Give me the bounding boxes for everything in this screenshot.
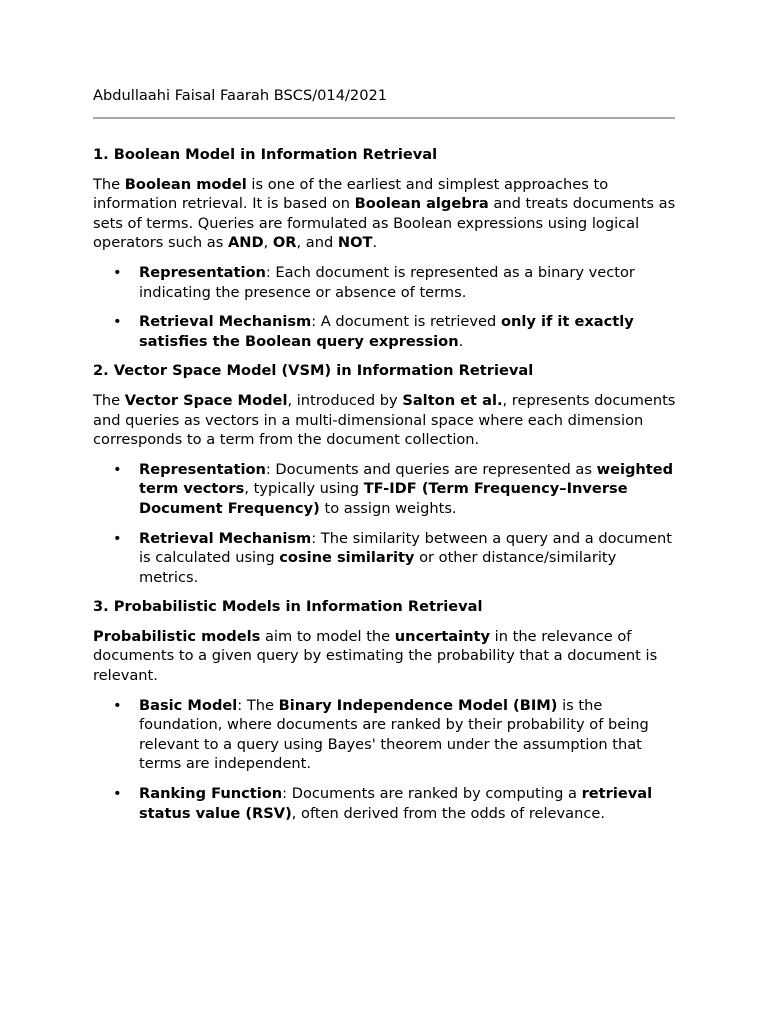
text-run: , often derived from the odds of relevance. — [291, 804, 606, 822]
list-item — [93, 784, 677, 823]
bold-text: Vector Space Model — [124, 391, 288, 409]
bold-text: Representation — [139, 263, 266, 281]
bold-text: Representation — [139, 460, 266, 478]
text-run: The — [93, 391, 125, 409]
text-run: : Documents are ranked by computing a — [282, 785, 582, 803]
bold-text: retrieval status value (RSV) — [139, 785, 653, 822]
text-run: : A document is retrieved — [311, 313, 501, 331]
section-intro — [93, 175, 677, 253]
bullet-list — [93, 696, 677, 824]
document-body — [93, 86, 677, 833]
bold-text: Boolean algebra — [354, 195, 489, 213]
bold-text: Retrieval Mechanism — [139, 313, 312, 331]
text-run: , and — [296, 234, 338, 252]
text-run: : Each document is represented as a binary vector indicating the presence or absence of terms. — [139, 263, 635, 301]
text-run: , represents documents and queries as vectors in a multi-dimensional space where each dimension corresponds to a term from the document collection. — [93, 391, 676, 449]
section-boolean-model — [93, 145, 677, 351]
text-run: , typically using — [244, 480, 364, 498]
bold-text: uncertainty — [394, 627, 491, 645]
bullet-icon: • — [113, 785, 122, 803]
bold-text: Boolean model — [124, 175, 247, 193]
text-run: . — [372, 234, 378, 252]
list-item-text — [139, 785, 652, 822]
list-item-text — [139, 264, 635, 301]
bullet-icon: • — [113, 313, 122, 331]
list-item-text — [139, 313, 634, 350]
text-run: to assign weights. — [319, 499, 457, 517]
bold-text: only if it exactly satisfies the Boolean query expression — [139, 313, 634, 350]
list-item — [93, 460, 677, 519]
bold-text: cosine similarity — [279, 549, 415, 567]
section-intro — [93, 391, 677, 450]
bullet-icon: • — [113, 263, 122, 281]
text-run: in the relevance of documents to a given query by estimating the probability that a document is relevant. — [93, 627, 658, 685]
text-run: : Documents and queries are represented as — [265, 460, 597, 478]
list-item-text — [139, 461, 673, 517]
text-run: aim to model the — [260, 627, 395, 645]
bold-text: NOT — [337, 234, 373, 252]
bold-text: Retrieval Mechanism — [139, 529, 312, 547]
section-probabilistic-models — [93, 597, 677, 823]
bold-text: weighted term vectors — [139, 460, 674, 498]
section-title: 3. Probabilistic Models in Information Retrieval — [93, 598, 483, 616]
bold-text: Salton et al. — [402, 391, 503, 409]
bullet-icon: • — [113, 460, 122, 478]
text-run: is the foundation, where documents are ranked by their probability of being relevant to a query using Bayes' theorem under the assumption that terms are independent. — [139, 696, 649, 773]
text-run: is one of the earliest and simplest approaches to information retrieval. It is based on — [93, 175, 609, 213]
text-run: The — [93, 175, 125, 193]
bold-text: OR — [272, 234, 297, 252]
bullet-icon: • — [113, 529, 122, 547]
list-item — [93, 312, 677, 351]
list-item — [93, 529, 677, 588]
bold-text: Binary Independence Model (BIM) — [278, 696, 558, 714]
bold-text: Basic Model — [139, 696, 238, 714]
text-run: , — [263, 234, 273, 252]
text-run: : The similarity between a query and a document is calculated using — [139, 529, 672, 567]
list-item — [93, 263, 677, 302]
bold-text: Ranking Function — [139, 785, 283, 803]
text-run: : The — [237, 696, 279, 714]
bullet-list — [93, 460, 677, 588]
text-run: and treats documents as sets of terms. Queries are formulated as Boolean expressions using logical operators such as — [93, 195, 676, 252]
list-item-text — [139, 530, 672, 586]
text-run: , introduced by — [287, 391, 403, 409]
bold-text: AND — [227, 234, 264, 252]
bullet-icon: • — [113, 696, 122, 714]
header-divider — [93, 117, 675, 119]
list-item-text — [139, 697, 649, 773]
section-intro — [93, 627, 677, 686]
author-line: Abdullaahi Faisal Faarah BSCS/014/2021 — [93, 87, 388, 104]
text-run: or other distance/similarity metrics. — [139, 549, 617, 586]
text-run: . — [458, 332, 464, 350]
bold-text: Probabilistic models — [93, 627, 261, 645]
section-title: 1. Boolean Model in Information Retrieval — [93, 146, 438, 163]
list-item — [93, 696, 677, 774]
bullet-list — [93, 263, 677, 351]
section-title: 2. Vector Space Model (VSM) in Information Retrieval — [93, 362, 534, 380]
bold-text: TF-IDF (Term Frequency–Inverse Document Frequency) — [139, 480, 628, 517]
section-vector-space-model — [93, 361, 677, 587]
